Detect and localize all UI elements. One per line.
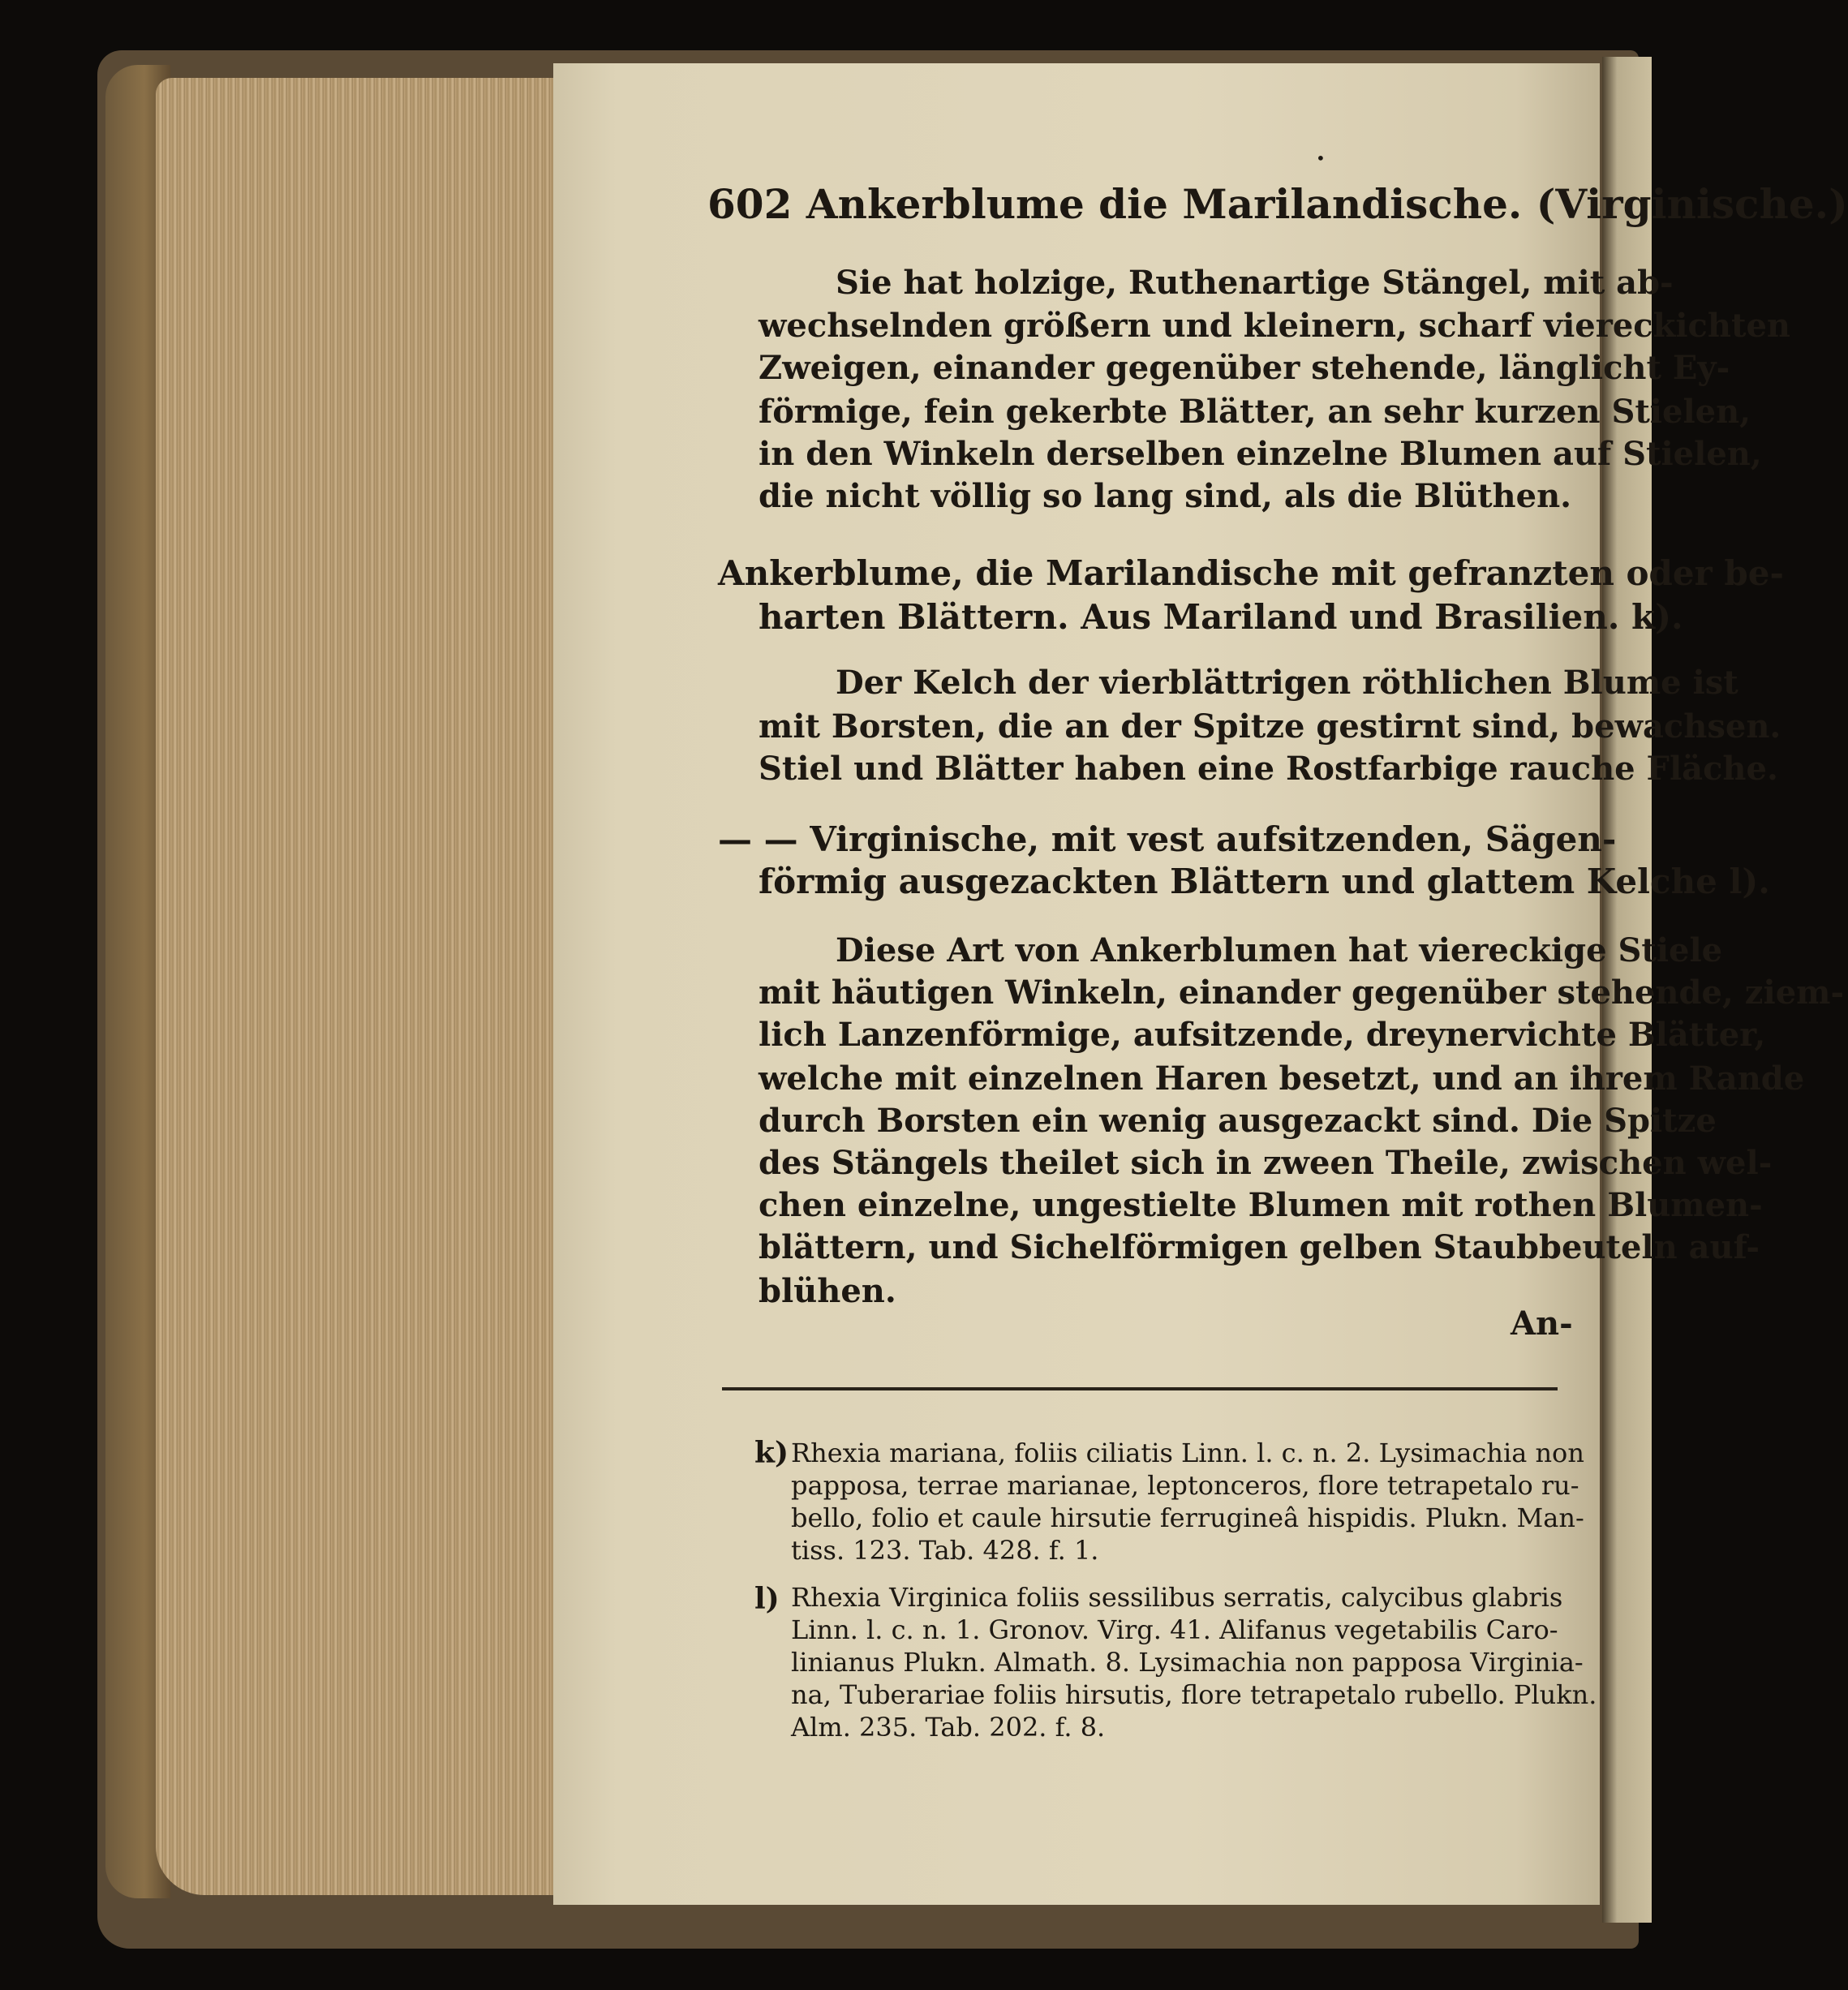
footnote-l-line: Alm. 235. Tab. 202. f. 8.: [791, 1712, 1106, 1743]
paragraph3-line: durch Borsten ein wenig ausgezackt sind. Die Spitze: [759, 1102, 1717, 1140]
footnote-l-line: linianus Plukn. Almath. 8. Lysimachia non papposa Virginia-: [791, 1647, 1584, 1678]
page-header: [707, 180, 1848, 228]
species-entry-line: — — Virginische, mit vest aufsitzenden, Sägen-: [718, 819, 1617, 859]
paragraph3-line: Diese Art von Ankerblumen hat viereckige Stiele: [836, 931, 1723, 969]
footnote-k-line: Rhexia mariana, foliis ciliatis Linn. l. c. n. 2. Lysimachia non: [791, 1438, 1584, 1468]
paragraph3-line: blühen.: [759, 1272, 896, 1310]
footnote-k-line: bello, folio et caule hirsutie ferrugineâ hispidis. Plukn. Man-: [791, 1502, 1584, 1533]
footnote-l-mark: l): [754, 1582, 780, 1616]
paragraph3-line: des Stängels theilet sich in zween Theile, zwischen wel-: [759, 1144, 1773, 1182]
paragraph3-line: welche mit einzelnen Haren besetzt, und an ihrem Rande: [759, 1059, 1805, 1098]
paragraph1-line: förmige, fein gekerbte Blätter, an sehr kurzen Stielen,: [759, 393, 1751, 431]
species-entry-line: Ankerblume, die Marilandische mit gefranzten oder be-: [718, 553, 1784, 593]
paragraph1-line: Sie hat holzige, Ruthenartige Stängel, mit ab-: [836, 264, 1674, 302]
footnote-rule: [722, 1387, 1558, 1390]
page-number: 602: [707, 180, 793, 228]
footnote-l-line: na, Tuberariae foliis hirsutis, flore tetrapetalo rubello. Plukn.: [791, 1679, 1597, 1710]
paragraph3-line: lich Lanzenförmige, aufsitzende, dreynervichte Blätter,: [759, 1016, 1766, 1054]
footnote-l-line: Rhexia Virginica foliis sessilibus serratis, calycibus glabris: [791, 1582, 1563, 1613]
paragraph2-line: Stiel und Blätter haben eine Rostfarbige rauche Fläche.: [759, 750, 1778, 788]
paragraph3-line: chen einzelne, ungestielte Blumen mit rothen Blumen-: [759, 1186, 1763, 1224]
paragraph3-line: blättern, und Sichelförmigen gelben Staubbeuteln auf-: [759, 1228, 1760, 1266]
footnote-l-line: Linn. l. c. n. 1. Gronov. Virg. 41. Alifanus vegetabilis Caro-: [791, 1614, 1558, 1645]
paragraph3-line: mit häutigen Winkeln, einander gegenüber stehende, ziem-: [759, 974, 1845, 1012]
catchword: An-: [1511, 1304, 1573, 1343]
ornament-mark: •: [1316, 148, 1326, 168]
paragraph1-line: Zweigen, einander gegenüber stehende, länglicht Ey-: [759, 349, 1730, 387]
paragraph2-line: mit Borsten, die an der Spitze gestirnt sind, bewachsen.: [759, 707, 1781, 746]
footnote-k-line: papposa, terrae marianae, leptonceros, flore tetrapetalo ru-: [791, 1470, 1579, 1501]
page-block-edge: [156, 78, 553, 1895]
paragraph2-line: Der Kelch der vierblättrigen röthlichen Blume ist: [836, 664, 1738, 702]
species-entry-line: harten Blättern. Aus Mariland und Brasilien. k).: [759, 597, 1683, 637]
species-entry-line: förmig ausgezackten Blättern und glattem Kelche l).: [759, 862, 1770, 901]
running-title: Ankerblume die Marilandische. (Virginische.): [806, 180, 1848, 228]
paragraph1-line: in den Winkeln derselben einzelne Blumen auf Stielen,: [759, 435, 1762, 473]
paragraph1-line: wechselnden größern und kleinern, scharf viereckichten: [759, 307, 1790, 345]
footnote-k-mark: k): [754, 1436, 789, 1470]
footnote-k-line: tiss. 123. Tab. 428. f. 1.: [791, 1535, 1099, 1566]
paragraph1-line: die nicht völlig so lang sind, als die Blüthen.: [759, 477, 1572, 515]
